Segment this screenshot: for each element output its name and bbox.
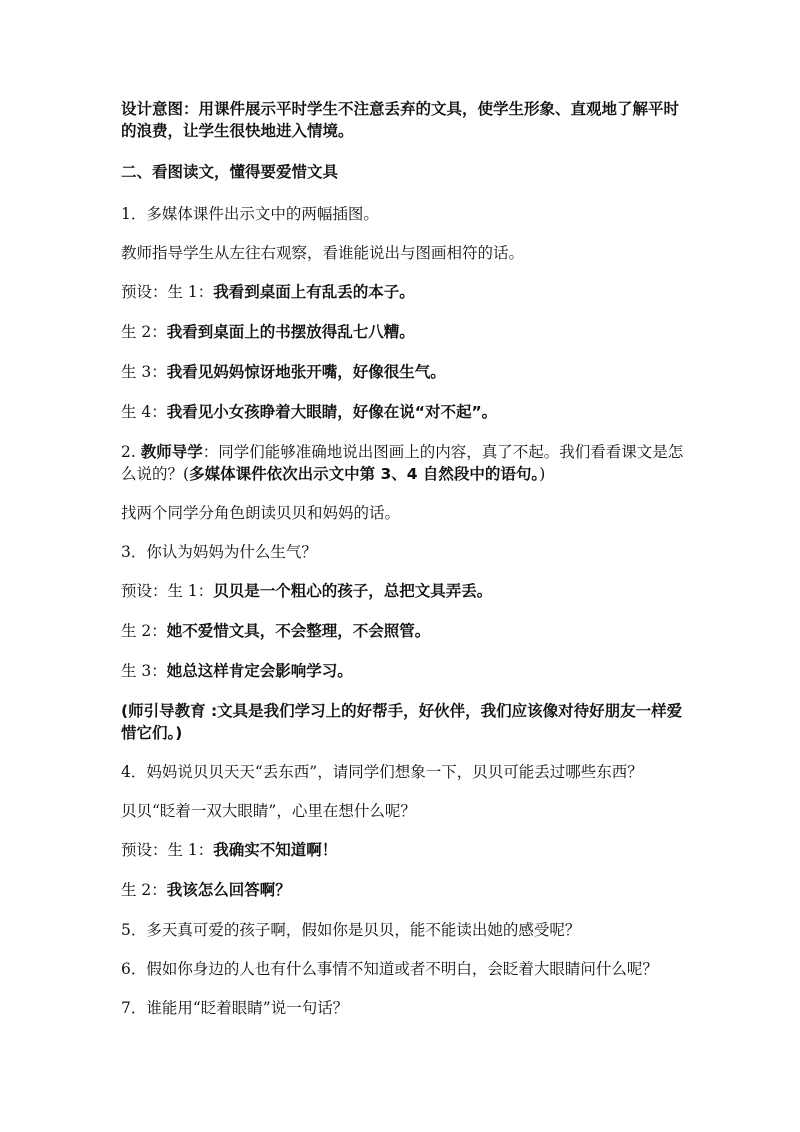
- step-text: ：同学们能够准确地说出图画上的内容，真了不起。我们看看课文是怎么说的？(: [121, 443, 684, 483]
- student-2-paragraph: [121, 879, 691, 902]
- preset-label: 预设：生 1：: [121, 283, 214, 301]
- step-4-paragraph: 4．妈妈说贝贝天天“丢东西”，请同学们想象一下，贝贝可能丢过哪些东西？: [121, 763, 643, 781]
- preset-student-1-paragraph: [121, 839, 691, 862]
- student-label: 生 3：: [121, 662, 167, 680]
- step-6-paragraph: 6．假如你身边的人也有什么事情不知道或者不明白，会眨着大眼睛问什么呢？: [121, 960, 658, 978]
- student-answer: 我确实不知道啊！: [213, 841, 338, 859]
- preset-label: 预设：生 1：: [121, 582, 214, 600]
- courseware-note: 多媒体课件依次出示文中第 3、4 自然段中的语句。: [189, 465, 540, 483]
- design-intent-paragraph: 设计意图：用课件展示平时学生不注意丢弃的文具，使学生形象、直观地了解平时的浪费，让学生很快地进入情境。: [121, 100, 680, 140]
- student-answer: 贝贝是一个粗心的孩子，总把文具弄丢。: [213, 582, 493, 600]
- step-1-paragraph: 1．多媒体课件出示文中的两幅插图。: [121, 205, 379, 223]
- teacher-education-paragraph: (师引导教育 :文具是我们学习上的好帮手，好伙伴，我们应该像对待好朋友一样爱惜它们。): [121, 702, 683, 742]
- student-answer: 她不爱惜文具，不会整理，不会照管。: [166, 622, 431, 640]
- student-2-paragraph: [121, 620, 691, 643]
- student-answer: 我看见妈妈惊讶地张开嘴，好像很生气。: [166, 363, 446, 381]
- teacher-guidance-paragraph: 教师指导学生从左往右观察，看谁能说出与图画相符的话。: [121, 244, 525, 262]
- student-3-paragraph: [121, 660, 691, 683]
- beibei-thinking-paragraph: 贝贝“眨着一双大眼睛”，心里在想什么呢？: [121, 802, 416, 820]
- step-7-paragraph: 7．谁能用“眨着眼睛”说一句话？: [121, 999, 349, 1017]
- step-5-paragraph: 5．多天真可爱的孩子啊，假如你是贝贝，能不能读出她的感受呢？: [121, 921, 581, 939]
- student-4-paragraph: [121, 401, 691, 424]
- student-label: 生 2：: [121, 622, 167, 640]
- preset-student-1-paragraph: [121, 580, 691, 603]
- section-heading: 二、看图读文，懂得要爱惜文具: [121, 163, 339, 181]
- student-answer: 她总这样肯定会影响学习。: [166, 662, 353, 680]
- teacher-guide-label: 教师导学: [140, 443, 203, 461]
- student-label: 生 2：: [121, 323, 167, 341]
- student-3-paragraph: [121, 361, 691, 384]
- document-page: [121, 98, 691, 1019]
- student-answer: 我看到桌面上的书摆放得乱七八糟。: [166, 323, 415, 341]
- step-number: 2.: [121, 443, 141, 461]
- step-2-paragraph: [121, 441, 691, 485]
- role-reading-paragraph: 找两个同学分角色朗读贝贝和妈妈的话。: [121, 504, 401, 522]
- preset-label: 预设：生 1：: [121, 841, 214, 859]
- student-label: 生 3：: [121, 363, 167, 381]
- student-label: 生 4：: [121, 403, 167, 421]
- student-answer: 我该怎么回答啊？: [166, 881, 291, 899]
- step-3-paragraph: 3．你认为妈妈为什么生气？: [121, 543, 317, 561]
- student-answer: 我看到桌面上有乱丢的本子。: [213, 283, 415, 301]
- student-answer: 我看见小女孩睁着大眼睛，好像在说“对不起”。: [166, 403, 498, 421]
- student-label: 生 2：: [121, 881, 167, 899]
- student-2-paragraph: [121, 321, 691, 344]
- closing-paren: ): [539, 465, 546, 483]
- preset-student-1-paragraph: [121, 281, 691, 304]
